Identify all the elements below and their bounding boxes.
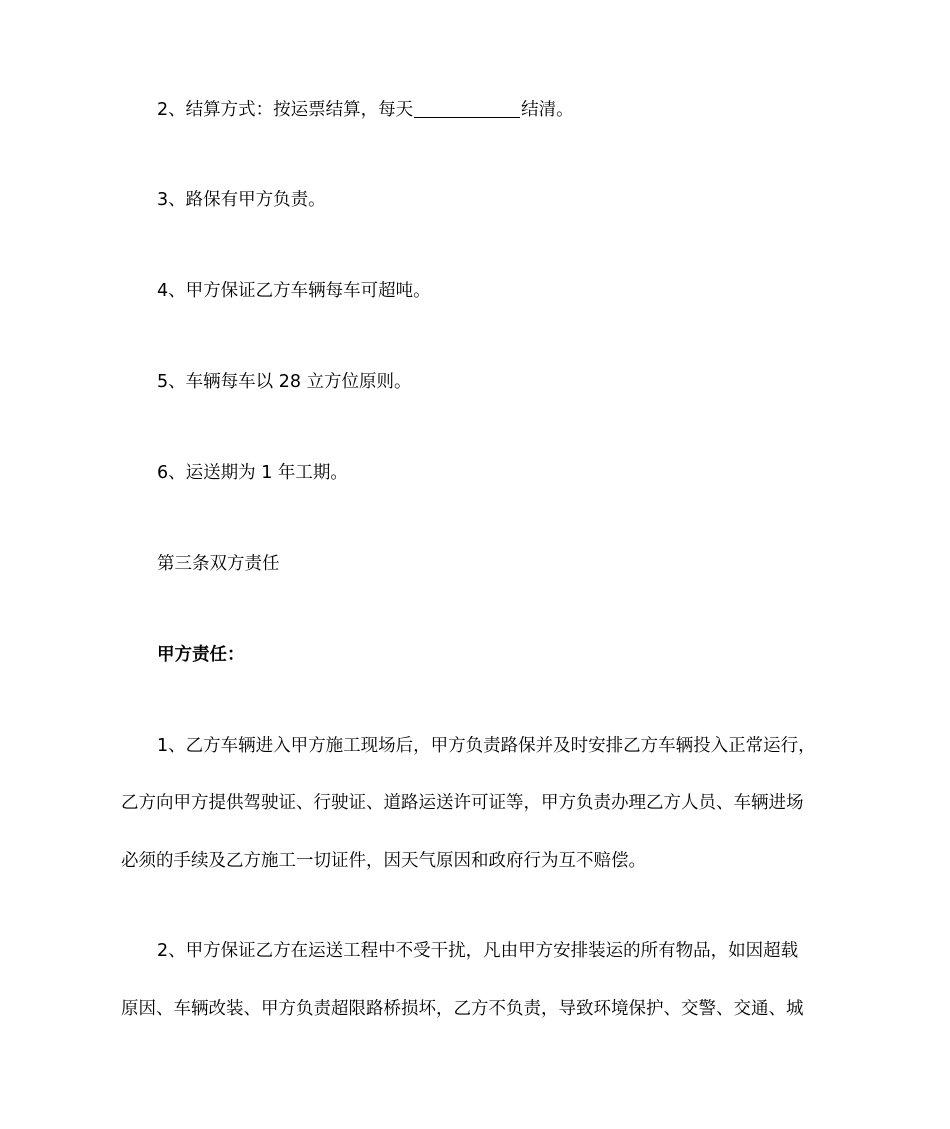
- blank-fill-line: [414, 99, 520, 118]
- settlement-clause-prefix: 2、结算方式：按运票结算，每天: [157, 100, 414, 120]
- responsibility-1-line-3: 必须的手续及乙方施工一切证件，因天气原因和政府行为互不赔偿。: [121, 851, 646, 871]
- clause-item-3: 3、路保有甲方负责。: [157, 190, 326, 210]
- responsibility-1-line-2: 乙方向甲方提供驾驶证、行驶证、道路运送许可证等，甲方负责办理乙方人员、车辆进场: [121, 793, 804, 813]
- clause-item-4: 4、甲方保证乙方车辆每车可超吨。: [157, 281, 431, 301]
- responsibility-2-line-1: 2、甲方保证乙方在运送工程中不受干扰，凡由甲方安排装运的所有物品，如因超载: [157, 941, 799, 961]
- responsibility-1-line-1: 1、乙方车辆进入甲方施工现场后，甲方负责路保并及时安排乙方车辆投入正常运行，: [157, 736, 816, 756]
- clause-item-5: 5、车辆每车以 28 立方位原则。: [157, 372, 412, 392]
- settlement-clause: [157, 98, 842, 122]
- responsibility-2-line-2: 原因、车辆改装、甲方负责超限路桥损坏，乙方不负责，导致环境保护、交警、交通、城: [121, 999, 804, 1019]
- party-a-heading: 甲方责任：: [157, 645, 245, 665]
- settlement-clause-suffix: 结清。: [521, 100, 574, 120]
- clause-item-6: 6、运送期为 1 年工期。: [157, 463, 348, 483]
- section-3-title: 第三条双方责任: [157, 554, 280, 574]
